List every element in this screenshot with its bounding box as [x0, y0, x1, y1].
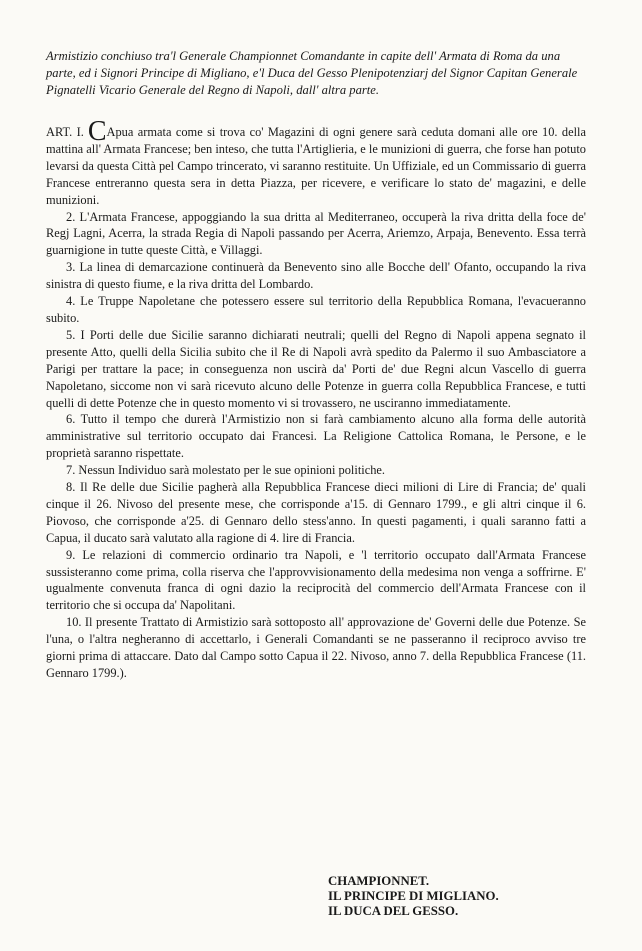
article-3: 3. La linea di demarcazione continuerà da Benevento sino alle Bocche dell' Ofanto, occupando la riva sinistra di questo fiume, e la riva dritta del Lombardo. — [46, 260, 586, 292]
articles-body — [46, 116, 587, 682]
signature-gesso: IL DUCA DEL GESSO. — [328, 904, 459, 918]
signatures-block — [328, 874, 588, 919]
article-2: 2. L'Armata Francese, appoggiando la sua dritta al Mediterraneo, occuperà la riva dritta della foce de' Regj Lagni, Acerra, la strada Regia di Napoli passando per Acerra, Ariemzo, Arpaja, Benevento. Essa terrà guarnigione in tutte queste Città, e Villaggi. — [46, 209, 586, 258]
article-1 — [46, 116, 587, 209]
article-9: 9. Le relazioni di commercio ordinario tra Napoli, e 'l territorio occupato dall'Armata Francese sussisteranno come prima, colla riserva che l'approvvisionamento della medesima non venga a soffrirne. E' ugualmente convenuta franca di ogni dazio la reciprocità del commercio dell'Armata Francese con il territorio che si occupa da' Napolitani. — [46, 547, 586, 613]
signature-migliano: IL PRINCIPE DI MIGLIANO. — [328, 889, 499, 903]
drop-cap: C — [87, 116, 107, 147]
article-label: ART. I. — [46, 125, 84, 139]
article-10: 10. Il presente Trattato di Armistizio sarà sottoposto all' approvazione de' Governi delle due Potenze. Se l'una, o l'altra negheranno di accettarlo, i Generali Comandanti se ne passeranno il reciproco avviso tre giorni prima di attaccare. Dato dal Campo sotto Capua il 22. Nivoso, anno 7. della Repubblica Francese (11. Gennaro 1799.). — [46, 615, 586, 680]
article-8: 8. Il Re delle due Sicilie pagherà alla Repubblica Francese dieci milioni di Lire di Francia; de' quali cinque il 26. Nivoso del presente mese, che corrisponde a'15. di Gennaro 1799., e gli altri cinque il 6. Piovoso, che corrisponde a'25. di Gennaro dello stess'anno. In questi pagamenti, i quali saranno fatti a Capua, il ducato sarà valutato alla ragione di 4. lire di Francia. — [46, 480, 586, 545]
article-6: 6. Tutto il tempo che durerà l'Armistizio non si farà cambiamento alcuno alla forma delle autorità amministrative sul territorio occupato dai Francesi. La Religione Cattolica Romana, le Persone, e le proprietà saranno rispettate. — [46, 412, 586, 461]
signature-championnet: CHAMPIONNET. — [328, 874, 430, 888]
article-text: Apua armata come si trova co' Magazini di ogni genere sarà ceduta domani alle ore 10. della mattina all' Armata Francese; ben inteso, che tutta l'Artiglieria, e le munizioni di guerra, che forse han potuto levarsi da questa Città pel Campo trincerato, vi saranno restituite. Un Uffiziale, ed un Commissario di guerra Francese entreranno questa sera in detta Piazza, per ricevere, e verificare lo stato de' magazini, e delle munizioni. — [46, 125, 587, 207]
article-4: 4. Le Truppe Napoletane che potessero essere sul territorio della Repubblica Romana, l'evacueranno subito. — [46, 294, 586, 325]
intro-heading: Armistizio conchiuso tra'l Generale Championnet Comandante in capite dell' Armata di Roma da una parte, ed i Signori Principe di Migliano, e'l Duca del Gesso Plenipotenziarj del Signor Capitan Generale Pignatelli Vicario Generale del Regno di Napoli, dall' altra parte. — [46, 49, 578, 97]
article-5: 5. I Porti delle due Sicilie saranno dichiarati neutrali; quelli del Regno di Napoli appena segnato il presente Atto, quelli della Sicilia subito che il Re di Napoli avrà spedito da Palermo il suo Ambasciatore a Parigi per trattare la pace; in conseguenza non uscirà da' Porti de' due Regni alcun Vascello di guerra Napoletano, siccome non vi sarà ricevuto alcuno delle Potenze in guerra colla Repubblica Francese, e tutti quelli di dette Potenze che in questo momento vi si trovassero, ne usciranno immediatamente. — [46, 327, 586, 410]
article-7: 7. Nessun Individuo sarà molestato per le sue opinioni politiche. — [66, 463, 385, 478]
